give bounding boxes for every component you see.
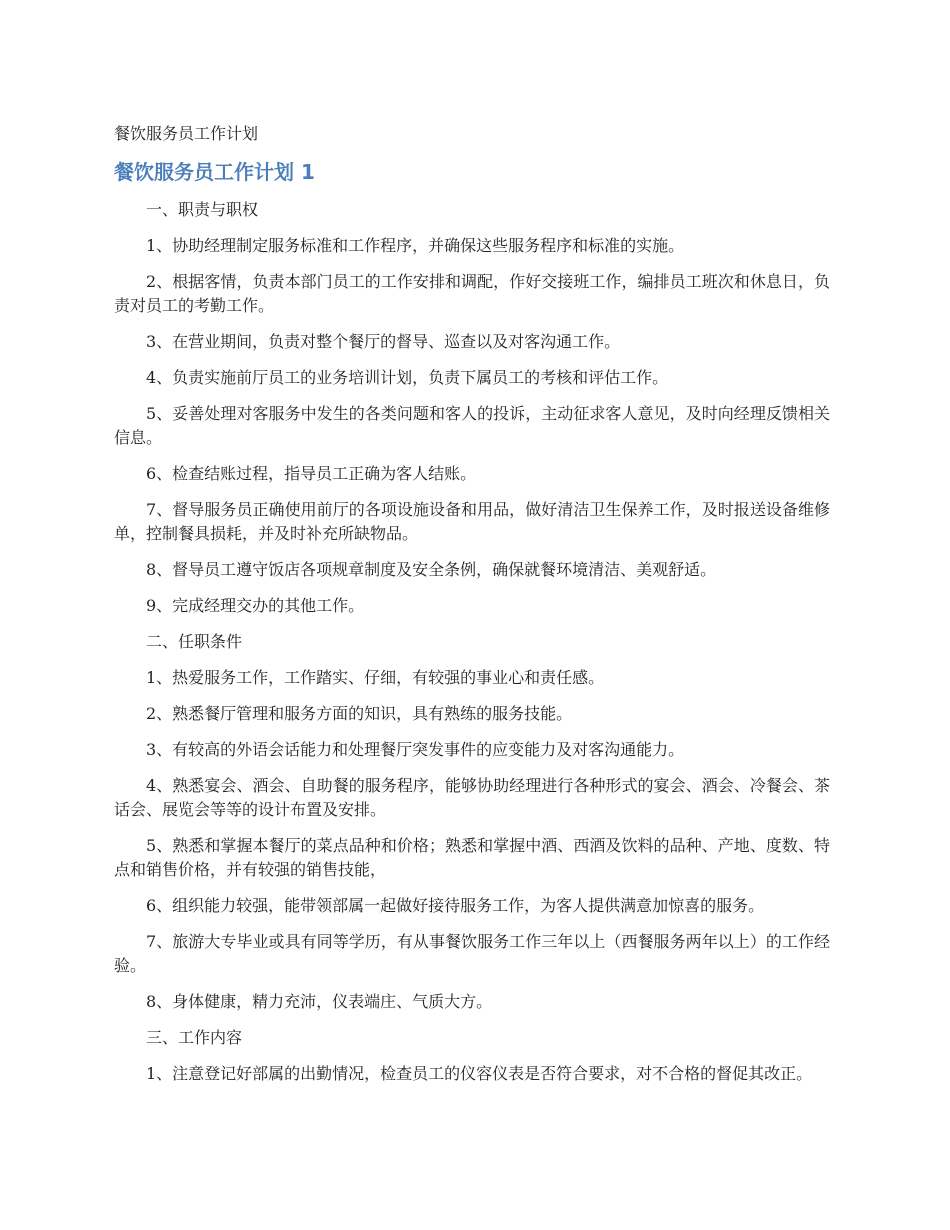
- requirement-item-1: 1、热爱服务工作，工作踏实、仔细，有较强的事业心和责任感。: [146, 668, 605, 687]
- duty-item-5: 5、妥善处理对客服务中发生的各类问题和客人的投诉，主动征求客人意见，及时向经理反馈相关信息。: [114, 404, 830, 447]
- section-label-duties: 一、职责与职权: [146, 200, 259, 219]
- section-heading: 餐饮服务员工作计划 1: [114, 160, 315, 184]
- document-title: 餐饮服务员工作计划: [114, 124, 259, 143]
- duty-item-7: 7、督导服务员正确使用前厅的各项设施设备和用品，做好清洁卫生保养工作，及时报送设备维修单，控制餐具损耗，并及时补充所缺物品。: [114, 500, 830, 543]
- requirement-item-2: 2、熟悉餐厅管理和服务方面的知识，具有熟练的服务技能。: [146, 704, 573, 723]
- duty-item-8: 8、督导员工遵守饭店各项规章制度及安全条例，确保就餐环境清洁、美观舒适。: [146, 560, 717, 579]
- section-label-requirements: 二、任职条件: [146, 632, 243, 651]
- section-label-work-content: 三、工作内容: [146, 1028, 243, 1047]
- duty-item-2: 2、根据客情，负责本部门员工的工作安排和调配，作好交接班工作，编排员工班次和休息日，负责对员工的考勤工作。: [114, 272, 830, 315]
- duty-item-6: 6、检查结账过程，指导员工正确为客人结账。: [146, 464, 477, 483]
- duty-item-9: 9、完成经理交办的其他工作。: [146, 596, 365, 615]
- document-page: [114, 122, 830, 1098]
- duty-item-4: 4、负责实施前厅员工的业务培训计划，负责下属员工的考核和评估工作。: [146, 368, 669, 387]
- requirement-item-5: 5、熟悉和掌握本餐厅的菜点品种和价格；熟悉和掌握中酒、西酒及饮料的品种、产地、度数、特点和销售价格，并有较强的销售技能，: [114, 836, 830, 879]
- requirement-item-6: 6、组织能力较强，能带领部属一起做好接待服务工作，为客人提供满意加惊喜的服务。: [146, 896, 765, 915]
- duty-item-3: 3、在营业期间，负责对整个餐厅的督导、巡查以及对客沟通工作。: [146, 332, 621, 351]
- duty-item-1: 1、协助经理制定服务标准和工作程序，并确保这些服务程序和标准的实施。: [146, 236, 685, 255]
- requirement-item-7: 7、旅游大专毕业或具有同等学历，有从事餐饮服务工作三年以上（西餐服务两年以上）的工作经验。: [114, 932, 830, 975]
- requirement-item-4: 4、熟悉宴会、酒会、自助餐的服务程序，能够协助经理进行各种形式的宴会、酒会、冷餐会、茶话会、展览会等等的设计布置及安排。: [114, 776, 830, 819]
- requirement-item-8: 8、身体健康，精力充沛，仪表端庄、气质大方。: [146, 992, 493, 1011]
- work-content-item-1: 1、注意登记好部属的出勤情况，检查员工的仪容仪表是否符合要求，对不合格的督促其改正。: [146, 1064, 813, 1083]
- requirement-item-3: 3、有较高的外语会话能力和处理餐厅突发事件的应变能力及对客沟通能力。: [146, 740, 685, 759]
